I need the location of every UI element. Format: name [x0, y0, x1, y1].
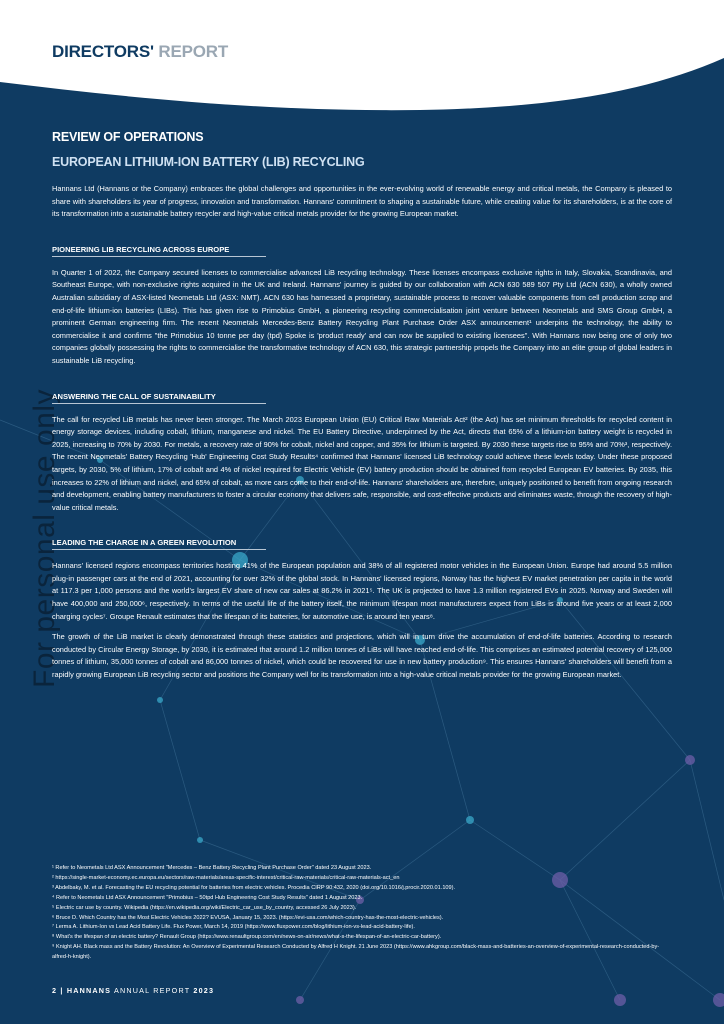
main-content: [52, 130, 672, 682]
intro-paragraph: Hannans Ltd (Hannans or the Company) embraces the global challenges and opportunities in the ever-evolving world of renewable energy and critical metals, the Company is pleased to share with shareholders its year of progress, innovation and transformation. Hannans' commitment to shaping a sustainable future, while creating value for its shareholders, is at the core of its transformation into a sustainable battery recycler and high-value critical metals provider for the growing European market.: [52, 184, 672, 219]
footnotes: [52, 864, 672, 963]
page-title-primary: DIRECTORS': [52, 42, 154, 61]
section-paragraph-sustainability: The call for recycled LiB metals has never been stronger. The March 2023 European Union (EU) Critical Raw Materials Act² (the Act) has set minimum thresholds for recycled content in energy storage devices, including cobalt, lithium, manganese and nickel. The EU Battery Directive, underpinned by the Act, directs that 65% of a lithium-ion battery weight is recycled in 2025, increasing to 70% by 2030. For metals, a recovery rate of 90% for cobalt, nickel and copper, and 35% for lithium is targeted. By 2030 these targets rise to 95% and 70%³, respectively. The recent Neometals' Battery Recycling 'Hub' Engineering Cost Study Results⁴ confirmed that Hannans' licensed LiB technology could achieve these levels today. Under these proposed targets, by 2030, 5% of lithium, 17% of cobalt and 4% of nickel required for Electric Vehicle (EV) battery production should be obtained from recycled European EV batteries. By 2035, this increases to 22% of lithium and nickel, and 65% of cobalt, as more cars come to their end-of-life. Hannans' shareholders are, therefore, uniquely positioned to benefit from ongoing research and development, enabling battery manufacturers to foster a circular economy that delivers safe, responsible, and cost-effective products and eliminates waste, through the recovery of high-value critical metals.: [52, 414, 672, 512]
section-paragraph-green-revolution-2: The growth of the LiB market is clearly demonstrated through these statistics and projections, which will in turn drive the accumulation of end-of-life batteries. According to research conducted by Circular Energy Storage, by 2030, it is estimated that around 1.2 million tonnes of LiBs will have reached end-of-life. This comprises an estimated potential recovery of 125,000 tonnes of lithium, 35,000 tonnes of cobalt and 86,000 tonnes of nickel, which could be recovered for use in new battery production⁹. This ensures Hannans' shareholders will benefit from a rapidly growing European LiB recycling sector and positions the Company well for its transformation into a high-value critical metals provider for the growing European market.: [52, 632, 672, 680]
footer-year: 2023: [193, 986, 215, 995]
footnote: ² https://single-market-economy.ec.europa.eu/sectors/raw-materials/areas-specific-interest/critical-raw-materials/critical-raw-materials-act_en: [52, 874, 400, 881]
footnote: ⁷ Lerma A. Lithium-Ion vs Lead Acid Battery Life. Flux Power, March 14, 2019 (https://www.fluxpower.com/blog/lithium-ion-vs-lead-acid-battery-life).: [52, 924, 415, 931]
page-footer: [52, 986, 214, 995]
footnote: ³ Abdelbaky, M. et al. Forecasting the EU recycling potential for batteries from electric vehicles. Procedia CIRP 90:432, 2020 (doi.org/10.1016/j.procir.2020.01.109).: [52, 884, 456, 891]
section-paragraph-pioneering: In Quarter 1 of 2022, the Company secured licenses to commercialise advanced LiB recycling technology. These licenses encompass exclusive rights in Italy, Slovakia, Scandinavia, and Southeast Europe, with non-exclusive rights acquired in the UK and Ireland. Hannans' journey is guided by our collaboration with ACN 630 589 507 Pty Ltd (ACN 630), a wholly owned Australian subsidiary of ASX-listed Neometals Ltd (ASX: NMT). ACN 630 has harnessed a proprietary, sustainable process to recover valuable components from cell production scrap and end-of-life lithium-ion batteries (LIBs). This has given rise to Primobius GmbH, a pioneering recycling commercialisation joint venture between Neometals and SMS Group GmbH, a prominent German engineering firm. The recent Neometals Mercedes-Benz Battery Recycling Plant Purchase Order ASX announcement¹ underpins the technology, the ability to commercialise it and confirms "the Primobius 10 tonne per day (tpd) Spoke is 'product ready' and can now be supplied to existing licensees". With Hannans now being one of only two companies globally possessing the rights to commercialise the transformative technology of ACN 630, this strategic partnership propels the Company into an elite group of global leaders in sustainable LiB recycling.: [52, 267, 672, 365]
footnote: ⁴ Refer to Neometals Ltd ASX Announcement "Primobius – 50tpd Hub Engineering Cost Study Results" dated 1 August 2023.: [52, 894, 363, 901]
section-heading-sustainability: ANSWERING THE CALL OF SUSTAINABILITY: [52, 392, 266, 404]
page-number: 2: [52, 986, 58, 995]
footnote: ⁹ Knight AH. Black mass and the Battery Revolution: An Overview of Experimental Research Conducted by Alfred H Knight. 21 June 2023 (https://www.ahkgroup.com/black-mass-and-batteries-an-overview-of-experimental-research-conducted-by-alfred-h-knight).: [52, 944, 660, 961]
footnote: ¹ Refer to Neometals Ltd ASX Announcement "Mercedes – Benz Battery Recycling Plant Purchase Order" dated 23 August 2023.: [52, 865, 372, 871]
page-title-secondary: REPORT: [158, 42, 229, 61]
review-title: REVIEW OF OPERATIONS: [52, 130, 204, 144]
footer-report-label: ANNUAL REPORT: [113, 986, 191, 995]
section-paragraph-green-revolution-1: Hannans' licensed regions encompass territories hosting 41% of the European population and 38% of all registered motor vehicles in the European Union. Europe had around 5.5 million plug-in passenger cars at the end of 2021, accounting for over 32% of the global stock. In Hannans' licensed regions, Norway has the highest EV market penetration per capita in the world at 117.3 per 1,000 persons and the world's largest EV share of new car sales at 86.2% in 2021⁵. The UK is projected to have 1.3 million registered EVs in 2025. Norway and Sweden will have 400,000 and 250,000⁶, respectively. In terms of the useful life of the battery itself, the minimum lifespan most manufacturers expect from LiBs is around five years or at least 2,000 charging cycles⁷. Groupe Renault estimates that the lifespan of its batteries, for automotive use, is around ten years⁸.: [52, 561, 672, 621]
personal-use-watermark: For personal use only: [28, 389, 61, 688]
footnote: ⁵ Electric car use by country. Wikipedia (https://en.wikipedia.org/wiki/Electric_car_use_by_country, accessed 26 July 2023).: [52, 904, 357, 911]
page-header: [0, 0, 724, 120]
footnote: ⁸ What's the lifespan of an electric battery? Renault Group (https://www.renaultgroup.com/en/news-on-air/news/what-s-the-lifespan-of-an-electric-car-battery).: [52, 934, 442, 941]
footer-separator: |: [60, 986, 64, 995]
page-title: [52, 42, 228, 62]
section-heading-green-revolution: LEADING THE CHARGE IN A GREEN REVOLUTION: [52, 538, 266, 550]
footer-company: HANNANS: [66, 986, 112, 995]
section-heading-pioneering: PIONEERING LIB RECYCLING ACROSS EUROPE: [52, 245, 266, 257]
footnote: ⁶ Bruce D. Which Country has the Most Electric Vehicles 2022? EVUSA, January 15, 2023. (https://evi-usa.com/which-country-has-the-most-electric-vehicles).: [52, 914, 444, 921]
review-subtitle: EUROPEAN LITHIUM-ION BATTERY (LIB) RECYCLING: [52, 155, 365, 169]
